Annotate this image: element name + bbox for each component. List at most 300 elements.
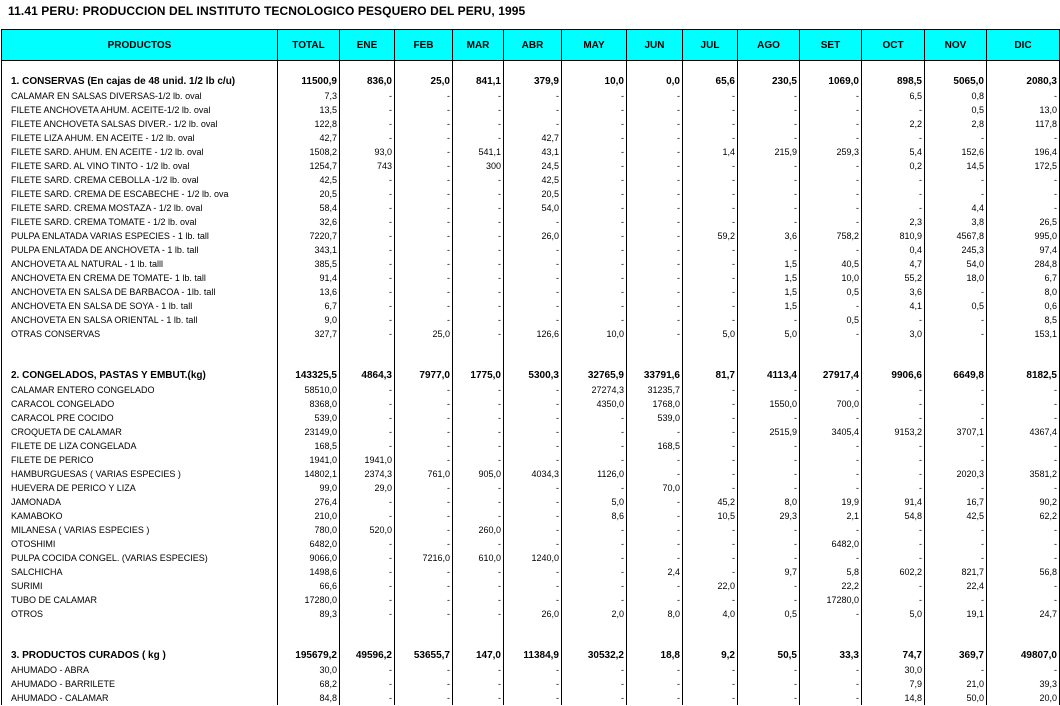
spacer-cell xyxy=(2,341,278,355)
value-cell-dic: - xyxy=(987,131,1060,145)
value-cell-jun: - xyxy=(627,229,683,243)
value-cell-jun: 33791,6 xyxy=(627,369,683,383)
value-cell-abr: - xyxy=(504,243,562,257)
spacer-cell xyxy=(738,621,800,635)
value-cell-feb: 25,0 xyxy=(395,75,453,89)
product-row xyxy=(2,299,1060,313)
value-cell-oct: - xyxy=(862,593,925,607)
value-cell-may: - xyxy=(562,159,627,173)
value-cell-jun: - xyxy=(627,159,683,173)
value-cell-jun: - xyxy=(627,425,683,439)
value-cell-ene: 743 xyxy=(340,159,395,173)
value-cell-oct: - xyxy=(862,439,925,453)
value-cell-set: - xyxy=(800,439,862,453)
value-cell-set: 6482,0 xyxy=(800,537,862,551)
value-cell-oct: 3,6 xyxy=(862,285,925,299)
column-header-abr: ABR xyxy=(504,30,562,61)
product-name-cell: SALCHICHA xyxy=(2,565,278,579)
value-cell-nov: 0,5 xyxy=(925,103,987,117)
column-header-mar: MAR xyxy=(453,30,504,61)
product-name-cell: PULPA COCIDA CONGEL. (VARIAS ESPECIES) xyxy=(2,551,278,565)
value-cell-may: 10,0 xyxy=(562,327,627,341)
value-cell-nov: - xyxy=(925,285,987,299)
value-cell-feb: - xyxy=(395,89,453,103)
product-name-cell: FILETE LIZA AHUM. EN ACEITE - 1/2 lb. oval xyxy=(2,131,278,145)
value-cell-ago: - xyxy=(738,89,800,103)
spacer-cell xyxy=(925,341,987,355)
value-cell-feb: 25,0 xyxy=(395,327,453,341)
value-cell-abr: - xyxy=(504,411,562,425)
value-cell-mar: - xyxy=(453,173,504,187)
value-cell-jun: - xyxy=(627,467,683,481)
value-cell-mar: - xyxy=(453,677,504,691)
product-row xyxy=(2,271,1060,285)
spacer-cell xyxy=(453,621,504,635)
value-cell-may: 1126,0 xyxy=(562,467,627,481)
spacer-cell xyxy=(862,635,925,649)
value-cell-ago: - xyxy=(738,537,800,551)
product-row xyxy=(2,173,1060,187)
value-cell-feb: - xyxy=(395,411,453,425)
spacer-cell xyxy=(627,61,683,76)
value-cell-abr: - xyxy=(504,439,562,453)
product-row xyxy=(2,131,1060,145)
value-cell-mar: - xyxy=(453,201,504,215)
spacer-cell xyxy=(800,341,862,355)
product-name-cell: 1. CONSERVAS (En cajas de 48 unid. 1/2 lb c/u) xyxy=(2,75,278,89)
value-cell-total: 168,5 xyxy=(278,439,340,453)
spacer-cell xyxy=(278,61,340,76)
value-cell-may: - xyxy=(562,523,627,537)
spacer-cell xyxy=(627,355,683,369)
value-cell-jul: - xyxy=(683,453,738,467)
column-header-jul: JUL xyxy=(683,30,738,61)
value-cell-ago: 5,0 xyxy=(738,327,800,341)
value-cell-total: 122,8 xyxy=(278,117,340,131)
column-header-oct: OCT xyxy=(862,30,925,61)
value-cell-nov: - xyxy=(925,537,987,551)
value-cell-set: - xyxy=(800,159,862,173)
product-row xyxy=(2,663,1060,677)
spacer-cell xyxy=(987,341,1060,355)
value-cell-jul: - xyxy=(683,411,738,425)
value-cell-jul: - xyxy=(683,201,738,215)
spacer-row xyxy=(2,61,1060,76)
value-cell-jul: - xyxy=(683,173,738,187)
value-cell-jun: - xyxy=(627,663,683,677)
value-cell-mar: - xyxy=(453,565,504,579)
spacer-cell xyxy=(453,355,504,369)
value-cell-jul: - xyxy=(683,523,738,537)
value-cell-ene: - xyxy=(340,313,395,327)
spacer-cell xyxy=(862,341,925,355)
product-row xyxy=(2,579,1060,593)
value-cell-abr: - xyxy=(504,523,562,537)
value-cell-ago: 29,3 xyxy=(738,509,800,523)
value-cell-may: - xyxy=(562,439,627,453)
value-cell-ago: 1,5 xyxy=(738,299,800,313)
value-cell-mar: 610,0 xyxy=(453,551,504,565)
value-cell-ago: - xyxy=(738,187,800,201)
value-cell-abr: - xyxy=(504,663,562,677)
value-cell-ene: - xyxy=(340,593,395,607)
value-cell-set: 27917,4 xyxy=(800,369,862,383)
value-cell-jul: - xyxy=(683,425,738,439)
value-cell-total: 9066,0 xyxy=(278,551,340,565)
product-name-cell: KAMABOKO xyxy=(2,509,278,523)
value-cell-ene: - xyxy=(340,691,395,705)
spacer-cell xyxy=(2,355,278,369)
value-cell-total: 195679,2 xyxy=(278,649,340,663)
value-cell-may: 5,0 xyxy=(562,495,627,509)
value-cell-ago: - xyxy=(738,201,800,215)
value-cell-nov: - xyxy=(925,481,987,495)
value-cell-jul: - xyxy=(683,159,738,173)
spacer-cell xyxy=(738,61,800,76)
value-cell-nov: 2,8 xyxy=(925,117,987,131)
value-cell-ago: - xyxy=(738,313,800,327)
value-cell-abr: - xyxy=(504,453,562,467)
product-name-cell: OTRAS CONSERVAS xyxy=(2,327,278,341)
value-cell-jul: - xyxy=(683,439,738,453)
value-cell-oct: - xyxy=(862,551,925,565)
value-cell-oct: - xyxy=(862,453,925,467)
product-name-cell: FILETE DE LIZA CONGELADA xyxy=(2,439,278,453)
value-cell-oct: - xyxy=(862,537,925,551)
column-header-set: SET xyxy=(800,30,862,61)
value-cell-set: - xyxy=(800,131,862,145)
value-cell-oct: - xyxy=(862,131,925,145)
product-name-cell: CALAMAR EN SALSAS DIVERSAS-1/2 lb. oval xyxy=(2,89,278,103)
value-cell-feb: - xyxy=(395,439,453,453)
value-cell-jun: - xyxy=(627,327,683,341)
value-cell-nov: 16,7 xyxy=(925,495,987,509)
value-cell-set: - xyxy=(800,523,862,537)
value-cell-jun: - xyxy=(627,243,683,257)
value-cell-ago: - xyxy=(738,117,800,131)
spacer-cell xyxy=(627,635,683,649)
value-cell-mar: - xyxy=(453,691,504,705)
value-cell-dic: - xyxy=(987,523,1060,537)
value-cell-may: - xyxy=(562,285,627,299)
value-cell-jul: - xyxy=(683,117,738,131)
value-cell-feb: 53655,7 xyxy=(395,649,453,663)
value-cell-mar: - xyxy=(453,593,504,607)
value-cell-feb: - xyxy=(395,299,453,313)
value-cell-ene: - xyxy=(340,117,395,131)
value-cell-jun: - xyxy=(627,271,683,285)
value-cell-ene: - xyxy=(340,285,395,299)
value-cell-abr: - xyxy=(504,495,562,509)
value-cell-jul: - xyxy=(683,467,738,481)
value-cell-total: 6482,0 xyxy=(278,537,340,551)
value-cell-jul: - xyxy=(683,663,738,677)
value-cell-ago: 1,5 xyxy=(738,271,800,285)
value-cell-abr: - xyxy=(504,565,562,579)
value-cell-ene: - xyxy=(340,551,395,565)
value-cell-oct: - xyxy=(862,313,925,327)
value-cell-abr: - xyxy=(504,215,562,229)
product-name-cell: 3. PRODUCTOS CURADOS ( kg ) xyxy=(2,649,278,663)
spacer-cell xyxy=(683,61,738,76)
value-cell-may: - xyxy=(562,173,627,187)
value-cell-mar: - xyxy=(453,495,504,509)
value-cell-set: - xyxy=(800,383,862,397)
value-cell-total: 343,1 xyxy=(278,243,340,257)
value-cell-feb: - xyxy=(395,579,453,593)
value-cell-jun: - xyxy=(627,103,683,117)
value-cell-jul: 10,5 xyxy=(683,509,738,523)
spacer-cell xyxy=(340,61,395,76)
value-cell-nov: 3,8 xyxy=(925,215,987,229)
product-row xyxy=(2,201,1060,215)
value-cell-ene: - xyxy=(340,537,395,551)
value-cell-jul: - xyxy=(683,271,738,285)
product-name-cell: CROQUETA DE CALAMAR xyxy=(2,425,278,439)
value-cell-set: - xyxy=(800,481,862,495)
value-cell-jul: - xyxy=(683,565,738,579)
value-cell-jun: - xyxy=(627,691,683,705)
product-name-cell: FILETE SARD. AHUM. EN ACEITE - 1/2 lb. oval xyxy=(2,145,278,159)
value-cell-feb: - xyxy=(395,187,453,201)
value-cell-feb: - xyxy=(395,173,453,187)
value-cell-feb: - xyxy=(395,103,453,117)
value-cell-nov: 369,7 xyxy=(925,649,987,663)
product-row xyxy=(2,397,1060,411)
value-cell-jul: - xyxy=(683,537,738,551)
column-header-productos: PRODUCTOS xyxy=(2,30,278,61)
value-cell-mar: 841,1 xyxy=(453,75,504,89)
value-cell-dic: - xyxy=(987,663,1060,677)
value-cell-set: 19,9 xyxy=(800,495,862,509)
value-cell-nov: 3707,1 xyxy=(925,425,987,439)
value-cell-mar: - xyxy=(453,453,504,467)
value-cell-nov: 14,5 xyxy=(925,159,987,173)
value-cell-abr: - xyxy=(504,579,562,593)
value-cell-jun: - xyxy=(627,551,683,565)
value-cell-ene: 2374,3 xyxy=(340,467,395,481)
value-cell-may: - xyxy=(562,271,627,285)
value-cell-nov: 22,4 xyxy=(925,579,987,593)
product-name-cell: AHUMADO - ABRA xyxy=(2,663,278,677)
spacer-cell xyxy=(395,635,453,649)
value-cell-jul: - xyxy=(683,383,738,397)
product-row xyxy=(2,495,1060,509)
value-cell-abr: 126,6 xyxy=(504,327,562,341)
value-cell-feb: - xyxy=(395,285,453,299)
value-cell-nov: 152,6 xyxy=(925,145,987,159)
spacer-cell xyxy=(562,355,627,369)
product-name-cell: FILETE ANCHOVETA AHUM. ACEITE-1/2 lb. oval xyxy=(2,103,278,117)
value-cell-ene: - xyxy=(340,397,395,411)
product-name-cell: PULPA ENLATADA DE ANCHOVETA - 1 lb. tall xyxy=(2,243,278,257)
column-header-may: MAY xyxy=(562,30,627,61)
value-cell-jun: - xyxy=(627,145,683,159)
value-cell-ene: - xyxy=(340,243,395,257)
spacer-cell xyxy=(987,61,1060,76)
product-row xyxy=(2,607,1060,621)
value-cell-jun: 539,0 xyxy=(627,411,683,425)
value-cell-abr: 5300,3 xyxy=(504,369,562,383)
value-cell-ago: - xyxy=(738,103,800,117)
value-cell-ene: - xyxy=(340,425,395,439)
value-cell-mar: - xyxy=(453,607,504,621)
value-cell-oct: - xyxy=(862,397,925,411)
value-cell-ago: - xyxy=(738,593,800,607)
spacer-cell xyxy=(395,341,453,355)
spacer-cell xyxy=(800,61,862,76)
value-cell-abr: 24,5 xyxy=(504,159,562,173)
product-row xyxy=(2,229,1060,243)
value-cell-may: - xyxy=(562,565,627,579)
product-name-cell: ANCHOVETA EN SALSA DE SOYA - 1 lb. tall xyxy=(2,299,278,313)
value-cell-mar: - xyxy=(453,215,504,229)
product-row xyxy=(2,411,1060,425)
value-cell-mar: - xyxy=(453,327,504,341)
value-cell-oct: 3,0 xyxy=(862,327,925,341)
column-header-total: TOTAL xyxy=(278,30,340,61)
value-cell-total: 20,5 xyxy=(278,187,340,201)
product-row xyxy=(2,425,1060,439)
value-cell-may: - xyxy=(562,187,627,201)
spacer-cell xyxy=(683,355,738,369)
value-cell-total: 99,0 xyxy=(278,481,340,495)
value-cell-mar: - xyxy=(453,537,504,551)
value-cell-set: 758,2 xyxy=(800,229,862,243)
value-cell-ago: 0,5 xyxy=(738,607,800,621)
value-cell-mar: - xyxy=(453,187,504,201)
value-cell-jul: - xyxy=(683,103,738,117)
value-cell-set: 5,8 xyxy=(800,565,862,579)
value-cell-ene: - xyxy=(340,229,395,243)
value-cell-may: - xyxy=(562,243,627,257)
value-cell-jul: - xyxy=(683,187,738,201)
value-cell-oct: 0,4 xyxy=(862,243,925,257)
value-cell-abr: 26,0 xyxy=(504,229,562,243)
value-cell-dic: - xyxy=(987,397,1060,411)
value-cell-jul: - xyxy=(683,89,738,103)
value-cell-set: - xyxy=(800,201,862,215)
value-cell-may: 2,0 xyxy=(562,607,627,621)
value-cell-total: 1508,2 xyxy=(278,145,340,159)
value-cell-ene: 836,0 xyxy=(340,75,395,89)
value-cell-mar: - xyxy=(453,439,504,453)
value-cell-total: 11500,9 xyxy=(278,75,340,89)
value-cell-jul: - xyxy=(683,243,738,257)
value-cell-ene: - xyxy=(340,607,395,621)
production-table-container xyxy=(1,29,1057,705)
value-cell-oct: 9153,2 xyxy=(862,425,925,439)
value-cell-jun: - xyxy=(627,215,683,229)
value-cell-oct: - xyxy=(862,103,925,117)
value-cell-mar: - xyxy=(453,663,504,677)
spacer-cell xyxy=(562,621,627,635)
product-row xyxy=(2,313,1060,327)
value-cell-oct: 74,7 xyxy=(862,649,925,663)
value-cell-ene: - xyxy=(340,495,395,509)
column-header-ago: AGO xyxy=(738,30,800,61)
product-name-cell: MILANESA ( VARIAS ESPECIES ) xyxy=(2,523,278,537)
spacer-cell xyxy=(683,341,738,355)
value-cell-mar: - xyxy=(453,481,504,495)
value-cell-dic: - xyxy=(987,551,1060,565)
value-cell-oct: 54,8 xyxy=(862,509,925,523)
category-row xyxy=(2,75,1060,89)
product-row xyxy=(2,89,1060,103)
value-cell-oct: - xyxy=(862,523,925,537)
value-cell-abr: 26,0 xyxy=(504,607,562,621)
value-cell-jul: 81,7 xyxy=(683,369,738,383)
value-cell-jul: - xyxy=(683,257,738,271)
value-cell-nov: - xyxy=(925,663,987,677)
value-cell-feb: - xyxy=(395,131,453,145)
spacer-cell xyxy=(504,61,562,76)
spacer-cell xyxy=(987,621,1060,635)
spacer-cell xyxy=(504,621,562,635)
value-cell-set: 10,0 xyxy=(800,271,862,285)
value-cell-dic: 56,8 xyxy=(987,565,1060,579)
value-cell-oct: 2,3 xyxy=(862,215,925,229)
value-cell-may: - xyxy=(562,313,627,327)
value-cell-ago: - xyxy=(738,579,800,593)
value-cell-oct: 6,5 xyxy=(862,89,925,103)
value-cell-set: - xyxy=(800,187,862,201)
value-cell-ene: - xyxy=(340,299,395,313)
value-cell-feb: - xyxy=(395,453,453,467)
value-cell-total: 14802,1 xyxy=(278,467,340,481)
value-cell-abr: 42,7 xyxy=(504,131,562,145)
spacer-cell xyxy=(562,341,627,355)
value-cell-set: - xyxy=(800,215,862,229)
value-cell-may: - xyxy=(562,117,627,131)
value-cell-nov: 4,4 xyxy=(925,201,987,215)
value-cell-ene: - xyxy=(340,677,395,691)
value-cell-ago: - xyxy=(738,481,800,495)
value-cell-feb: - xyxy=(395,201,453,215)
value-cell-mar: 905,0 xyxy=(453,467,504,481)
value-cell-ago: 2515,9 xyxy=(738,425,800,439)
value-cell-dic: - xyxy=(987,481,1060,495)
value-cell-set: 0,5 xyxy=(800,285,862,299)
value-cell-mar: - xyxy=(453,383,504,397)
value-cell-feb: - xyxy=(395,117,453,131)
spacer-cell xyxy=(683,621,738,635)
value-cell-nov: - xyxy=(925,313,987,327)
value-cell-total: 58,4 xyxy=(278,201,340,215)
product-row xyxy=(2,565,1060,579)
value-cell-jul: - xyxy=(683,551,738,565)
spacer-row xyxy=(2,635,1060,649)
value-cell-dic: - xyxy=(987,453,1060,467)
value-cell-total: 58510,0 xyxy=(278,383,340,397)
header-row xyxy=(2,30,1060,61)
value-cell-may: - xyxy=(562,663,627,677)
value-cell-dic: 995,0 xyxy=(987,229,1060,243)
value-cell-oct: - xyxy=(862,173,925,187)
value-cell-abr: 379,9 xyxy=(504,75,562,89)
value-cell-nov: 50,0 xyxy=(925,691,987,705)
spacer-cell xyxy=(925,635,987,649)
value-cell-ago: - xyxy=(738,467,800,481)
value-cell-ago: 1,5 xyxy=(738,257,800,271)
value-cell-ene: 29,0 xyxy=(340,481,395,495)
value-cell-ago: 215,9 xyxy=(738,145,800,159)
value-cell-dic: 97,4 xyxy=(987,243,1060,257)
value-cell-set: - xyxy=(800,677,862,691)
value-cell-ago: 50,5 xyxy=(738,649,800,663)
value-cell-abr: 11384,9 xyxy=(504,649,562,663)
value-cell-ene: - xyxy=(340,89,395,103)
